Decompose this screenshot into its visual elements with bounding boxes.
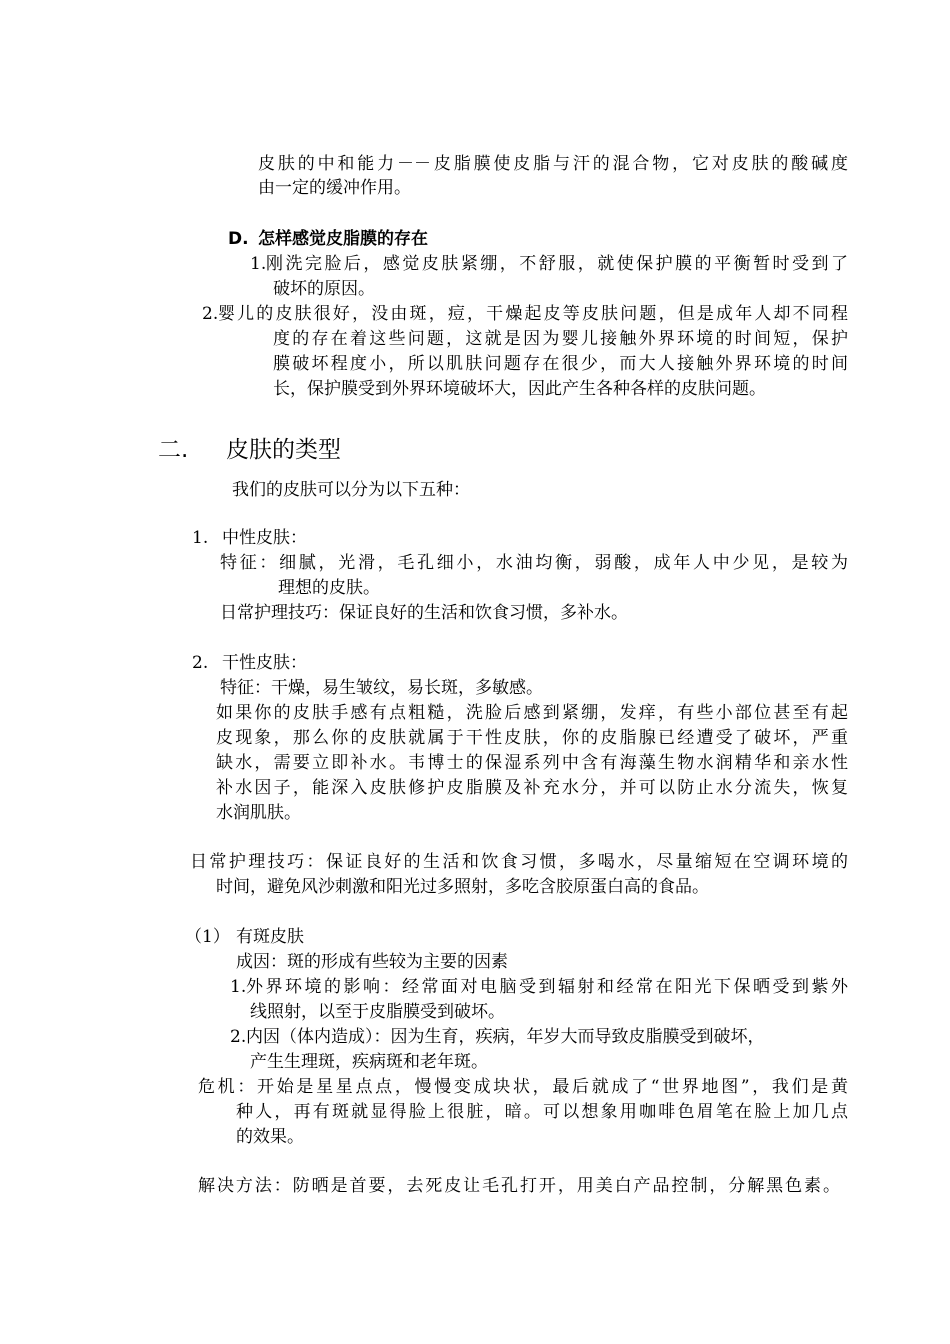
dry-number: 2.: [192, 653, 209, 673]
spots-cause1-number: 1.: [230, 977, 247, 997]
dry-care-line1: 日常护理技巧：保证良好的生活和饮食习惯，多喝水，尽量缩短在空调环境的: [190, 852, 848, 872]
section-2-number: 二.: [158, 437, 189, 463]
spots-title: 有斑皮肤: [236, 927, 304, 947]
section-d-item2-number: 2.: [202, 304, 219, 324]
spots-cause2-line1: 内因（体内造成）：因为生育，疾病，年岁大而导致皮脂膜受到破坏，: [246, 1027, 765, 1047]
spots-cause1-line1: 外界环境的影响：经常面对电脑受到辐射和经常在阳光下保晒受到紫外: [246, 977, 848, 997]
dry-desc-line1: 如果你的皮肤手感有点粗糙，洗脸后感到紧绷，发痒，有些小部位甚至有起: [216, 703, 848, 723]
section-d-item1-line1: 刚洗完脸后，感觉皮肤紧绷，不舒服，就使保护膜的平衡暂时受到了: [266, 254, 848, 274]
section-d-item1-number: 1.: [250, 254, 267, 274]
dry-desc-line4: 补水因子，能深入皮肤修护皮脂膜及补充水分，并可以防止水分流失，恢复: [216, 778, 848, 798]
spots-solution: 解决方法：防晒是首要，去死皮让毛孔打开，用美白产品控制，分解黑色素。: [198, 1176, 840, 1196]
neutral-care: 日常护理技巧：保证良好的生活和饮食习惯，多补水。: [220, 603, 628, 623]
dry-feature: 特征：干燥，易生皱纹，易长斑，多敏感。: [220, 678, 543, 698]
dry-care-line2: 时间，避免风沙刺激和阳光过多照射，多吃含胶原蛋白高的食品。: [216, 877, 709, 897]
para-c-line2: 由一定的缓冲作用。: [258, 178, 411, 198]
section-2-title: 皮肤的类型: [226, 437, 341, 463]
section-2-intro: 我们的皮肤可以分为以下五种：: [232, 480, 470, 500]
neutral-title: 中性皮肤：: [222, 528, 307, 548]
dry-desc-line3: 缺水，需要立即补水。韦博士的保湿系列中含有海藻生物水润精华和亲水性: [216, 753, 848, 773]
spots-danger-line2: 种人，再有斑就显得脸上很脏，暗。可以想象用咖啡色眉笔在脸上加几点: [236, 1102, 848, 1122]
section-d-marker: D.: [228, 229, 249, 249]
dry-desc-line5: 水润肌肤。: [216, 803, 301, 823]
section-d-item2-line3: 膜破坏程度小，所以肌肤问题存在很少，而大人接触外界环境的时间: [273, 354, 848, 374]
section-d-item2-line1: 婴儿的皮肤很好，没由斑，痘，干燥起皮等皮肤问题，但是成年人却不同程: [218, 304, 848, 324]
spots-cause: 成因：斑的形成有些较为主要的因素: [236, 952, 508, 972]
spots-cause1-line2: 线照射，以至于皮脂膜受到破坏。: [250, 1002, 505, 1022]
neutral-feature-line1: 特征：细腻，光滑，毛孔细小，水油均衡，弱酸，成年人中少见，是较为: [220, 553, 848, 573]
para-c-line1: 皮肤的中和能力－－皮脂膜使皮脂与汗的混合物，它对皮肤的酸碱度: [258, 154, 848, 174]
dry-title: 干性皮肤：: [222, 653, 307, 673]
dry-desc-line2: 皮现象，那么你的皮肤就属于干性皮肤，你的皮脂腺已经遭受了破坏，严重: [216, 728, 848, 748]
section-d-item1-line2: 破坏的原因。: [273, 279, 375, 299]
neutral-feature-line2: 理想的皮肤。: [278, 578, 380, 598]
neutral-number: 1.: [192, 528, 209, 548]
section-d-heading: 怎样感觉皮脂膜的存在: [258, 229, 428, 249]
spots-cause2-number: 2.: [230, 1027, 247, 1047]
spots-cause2-line2: 产生生理斑，疾病斑和老年斑。: [250, 1052, 488, 1072]
spots-number: （1）: [185, 927, 230, 947]
section-d-item2-line4: 长，保护膜受到外界环境破坏大，因此产生各种各样的皮肤问题。: [273, 379, 766, 399]
spots-danger-line3: 的效果。: [236, 1127, 304, 1147]
spots-danger-line1: 危机：开始是星星点点，慢慢变成块状，最后就成了“世界地图”，我们是黄: [198, 1077, 848, 1097]
section-d-item2-line2: 度的存在着这些问题，这就是因为婴儿接触外界环境的时间短，保护: [273, 329, 848, 349]
